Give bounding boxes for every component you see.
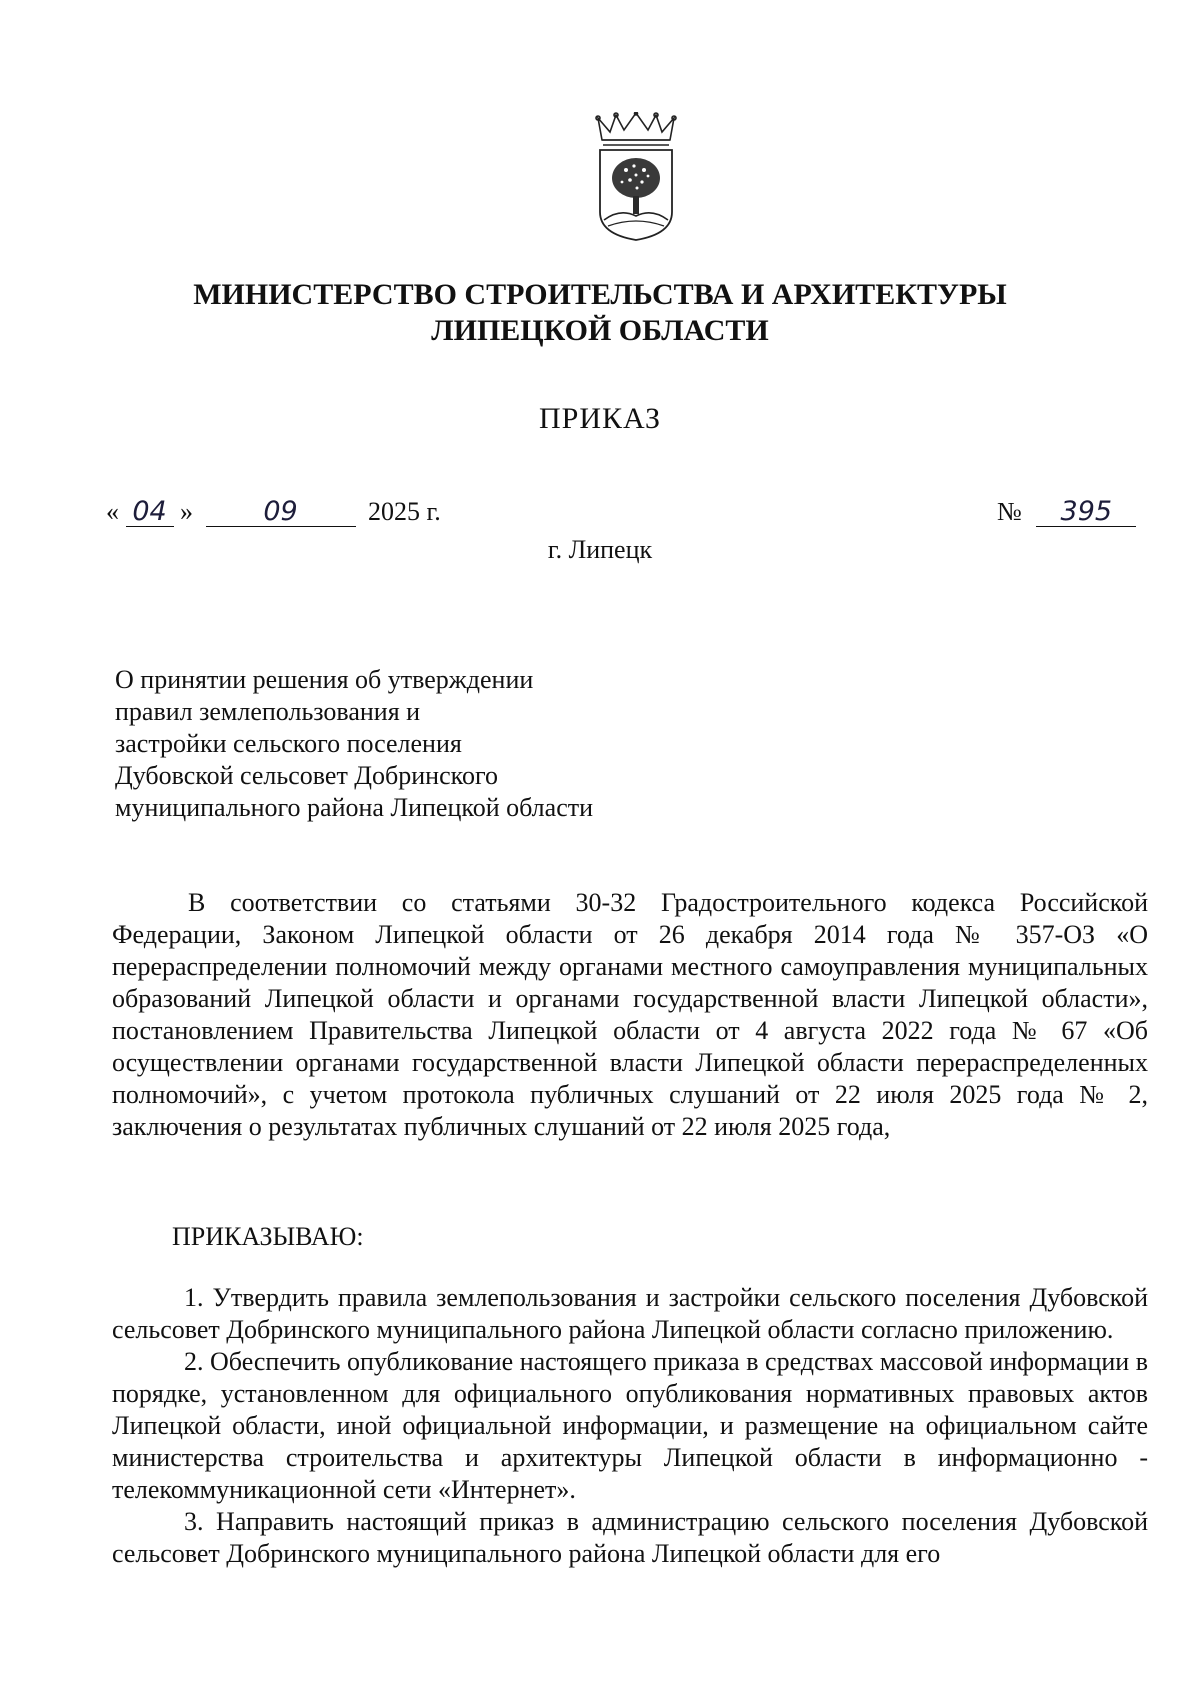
document-type-title: ПРИКАЗ xyxy=(539,402,661,435)
order-date xyxy=(106,497,441,527)
order-item: 3. Направить настоящий приказ в администрацию сельского поселения Дубовской сельсовет Добринского муниципального района Липецкой области для его xyxy=(112,1507,1148,1568)
order-number-label: № xyxy=(997,497,1022,526)
date-day: 04 xyxy=(126,498,174,527)
date-year: 2025 г. xyxy=(368,497,441,526)
order-subject xyxy=(115,664,593,824)
subject-line: застройки сельского поселения xyxy=(115,729,462,758)
order-number xyxy=(997,497,1136,527)
intro-paragraph: В соответствии со статьями 30-32 Градостроительного кодекса Российской Федерации, Законом Липецкой области от 26 декабря 2014 года № 357-ОЗ «О перераспределении полномочий между органами местного самоуправления муниципальных образований Липецкой области и органами государственной власти Липецкой области», постановлением Правительства Липецкой области от 4 августа 2022 года № 67 «Об осуществлении органами государственной власти Липецкой области перераспределенных полномочий», с учетом протокола публичных слушаний от 22 июля 2025 года № 2, заключения о результатах публичных слушаний от 22 июля 2025 года, xyxy=(112,888,1148,1141)
subject-line: правил землепользования и xyxy=(115,697,421,726)
ministry-name-line-2: ЛИПЕЦКОЙ ОБЛАСТИ xyxy=(431,314,769,347)
order-item: 1. Утвердить правила землепользования и застройки сельского поселения Дубовской сельсовет Добринского муниципального района Липецкой области согласно приложению. xyxy=(112,1283,1148,1344)
date-close-quote: » xyxy=(180,497,193,526)
ministry-name-line-1: МИНИСТЕРСТВО СТРОИТЕЛЬСТВА И АРХИТЕКТУРЫ xyxy=(193,278,1007,311)
coat-of-arms-emblem xyxy=(590,112,682,242)
date-open-quote: « xyxy=(106,497,119,526)
order-directive-word: ПРИКАЗЫВАЮ: xyxy=(172,1222,364,1251)
subject-line: О принятии решения об утверждении xyxy=(115,665,534,694)
order-number-value: 395 xyxy=(1036,498,1136,527)
date-month: 09 xyxy=(206,498,356,527)
subject-line: муниципального района Липецкой области xyxy=(115,793,594,822)
subject-line: Дубовской сельсовет Добринского xyxy=(115,761,498,790)
order-items xyxy=(112,1282,1148,1570)
city: г. Липецк xyxy=(547,535,653,564)
order-item: 2. Обеспечить опубликование настоящего приказа в средствах массовой информации в порядке, установленном для официального опубликования нормативных правовых актов Липецкой области, иной официальной информации, и размещение на официальном сайте министерства строительства и архитектуры Липецкой области в информационно - телекоммуникационной сети «Интернет». xyxy=(112,1347,1148,1504)
